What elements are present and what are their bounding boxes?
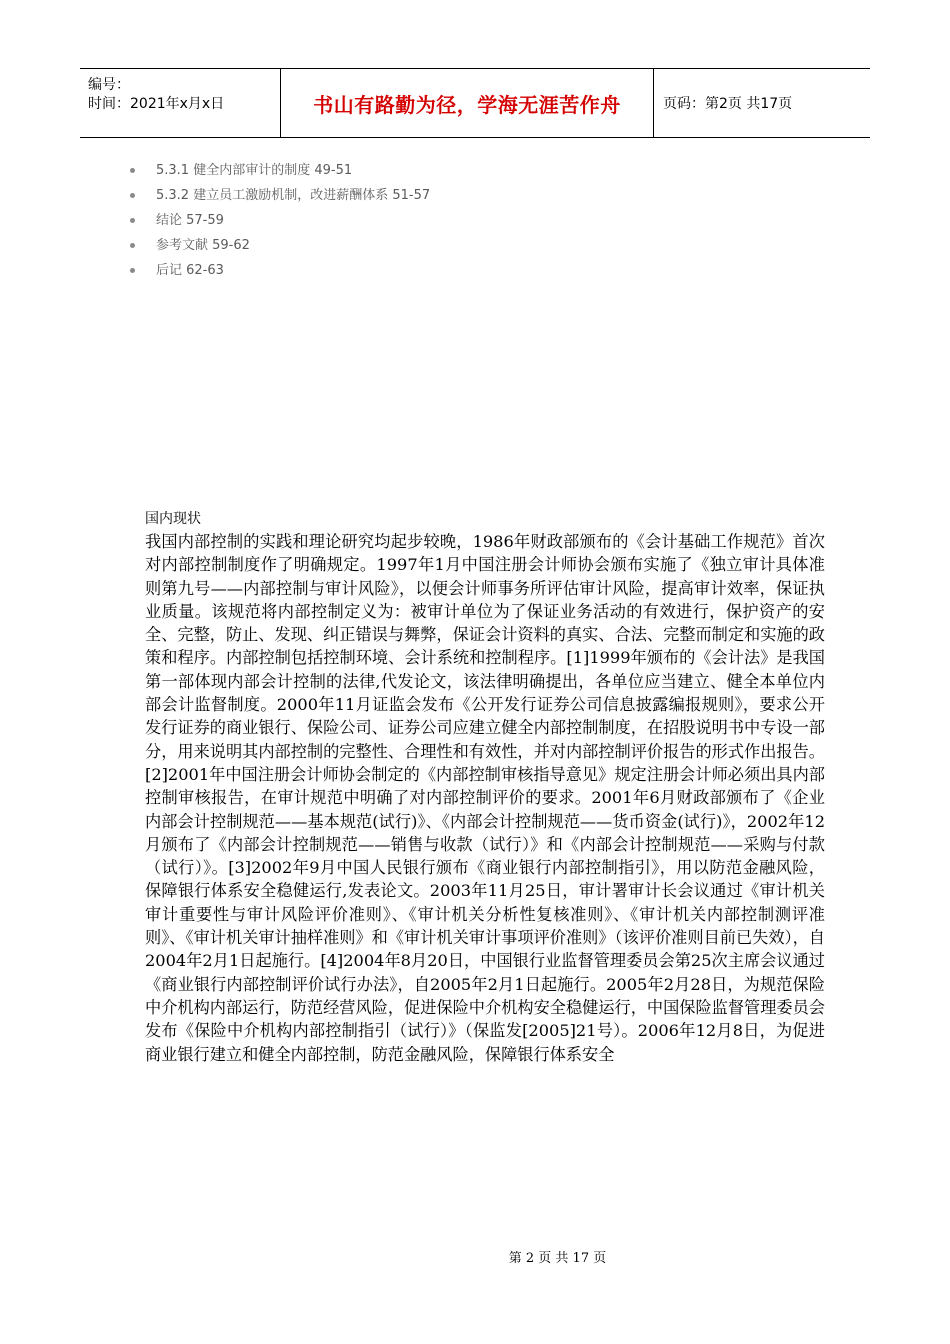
bullet-icon xyxy=(130,193,135,198)
header-meta xyxy=(80,69,280,137)
toc-item[interactable] xyxy=(112,237,430,262)
section-title: 国内现状 xyxy=(145,511,201,527)
header-motto: 书山有路勤为径，学海无涯苦作舟 xyxy=(313,92,621,117)
header-page-cell xyxy=(653,69,870,137)
toc-item-label: 参考文献 59-62 xyxy=(156,238,250,253)
toc-item[interactable] xyxy=(112,162,430,187)
header-number-label: 编号： xyxy=(88,77,130,93)
header-motto-cell xyxy=(280,69,654,137)
header-date-label: 时间：2021年x月x日 xyxy=(88,96,225,112)
page-footer xyxy=(0,1247,950,1266)
toc-item[interactable] xyxy=(112,262,430,287)
toc-item[interactable] xyxy=(112,212,430,237)
header-page-label: 页码：第2页 共17页 xyxy=(663,96,793,112)
bullet-icon xyxy=(130,218,135,223)
body-paragraph: 我国内部控制的实践和理论研究均起步较晚，1986年财政部颁布的《会计基础工作规范》首次对内部控制制度作了明确规定。1997年1月中国注册会计师协会颁布实施了《独立审计具体准则第九号——内部控制与审计风险》，以便会计师事务所评估审计风险，提高审计效率，保证执业质量。该规范将内部控制定义为：被审计单位为了保证业务活动的有效进行，保护资产的安全、完整，防止、发现、纠正错误与舞弊，保证会计资料的真实、合法、完整而制定和实施的政策和程序。内部控制包括控制环境、会计系统和控制程序。[1]1999年颁布的《会计法》是我国第一部体现内部会计控制的法律,代发论文，该法律明确提出，各单位应当建立、健全本单位内部会计监督制度。2000年11月证监会发布《公开发行证券公司信息披露编报规则》，要求公开发行证券的商业银行、保险公司、证券公司应建立健全内部控制制度，在招股说明书中专设一部分，用来说明其内部控制的完整性、合理性和有效性，并对内部控制评价报告的形式作出报告。[2]2001年中国注册会计师协会制定的《内部控制审核指导意见》规定注册会计师必须出具内部控制审核报告，在审计规范中明确了对内部控制评价的要求。2001年6月财政部颁布了《企业内部会计控制规范——基本规范(试行)》、《内部会计控制规范——货币资金(试行)》，2002年12月颁布了《内部会计控制规范——销售与收款（试行）》和《内部会计控制规范——采购与付款（试行）》。[3]2002年9月中国人民银行颁布《商业银行内部控制指引》，用以防范金融风险，保障银行体系安全稳健运行,发表论文。2003年11月25日，审计署审计长会议通过《审计机关审计重要性与审计风险评价准则》、《审计机关分析性复核准则》、《审计机关内部控制测评准则》、《审计机关审计抽样准则》和《审计机关审计事项评价准则》（该评价准则目前已失效），自2004年2月1日起施行。[4]2004年8月20日，中国银行业监督管理委员会第25次主席会议通过《商业银行内部控制评价试行办法》，自2005年2月1日起施行。2005年2月28日，为规范保险中介机构内部运行，防范经营风险，促进保险中介机构安全稳健运行，中国保险监督管理委员会发布《保险中介机构内部控制指引（试行）》（保监发[2005]21号）。2006年12月8日，为促进商业银行建立和健全内部控制，防范金融风险，保障银行体系安全 xyxy=(145,532,825,1064)
toc-item-label: 后记 62-63 xyxy=(156,263,224,278)
toc-item-label: 5.3.2 建立员工激励机制，改进薪酬体系 51-57 xyxy=(156,188,431,203)
toc-item-label: 5.3.1 健全内部审计的制度 49-51 xyxy=(156,163,353,178)
page-header xyxy=(80,68,870,138)
bullet-icon xyxy=(130,243,135,248)
footer-page-number: 第 2 页 共 17 页 xyxy=(508,1251,607,1266)
bullet-icon xyxy=(130,268,135,273)
toc-item[interactable] xyxy=(112,187,430,212)
toc-list xyxy=(112,162,430,287)
toc-item-label: 结论 57-59 xyxy=(156,213,224,228)
bullet-icon xyxy=(130,168,135,173)
